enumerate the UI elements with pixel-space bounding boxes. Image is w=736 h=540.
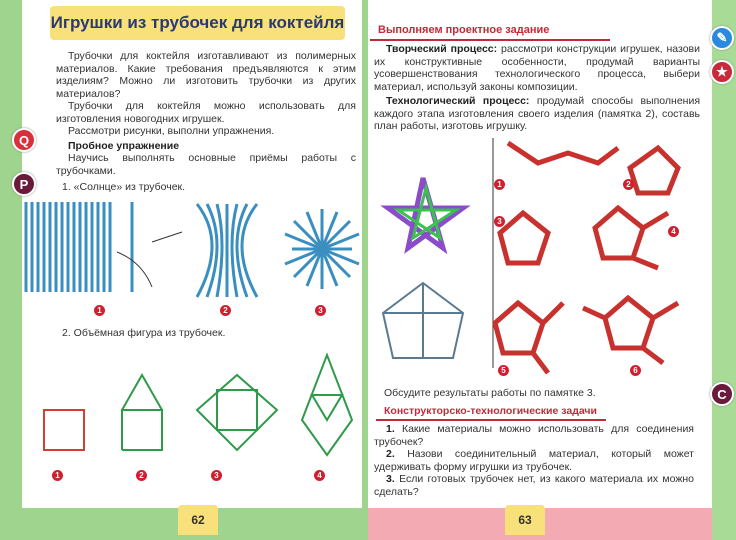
intro-paragraph-2: Трубочки для коктейля можно использовать для изготовления новогодних игрушек. (56, 100, 356, 125)
process-block (374, 43, 700, 133)
exercise-text: Научись выполнять основные приёмы работы с трубочками. (56, 152, 356, 177)
step-number: 3 (211, 470, 222, 481)
item-1-label: 1. «Солнце» из трубочек. (62, 181, 186, 193)
step-number: 5 (498, 365, 509, 376)
tech-label: Технологический процесс: (386, 95, 530, 107)
step-number: 2 (136, 470, 147, 481)
tasks-underline (376, 419, 606, 421)
c-icon[interactable]: C (710, 382, 734, 406)
tasks-heading: Конструкторско-технологические задачи (384, 405, 597, 417)
step-number: 2 (623, 179, 634, 190)
step-number: 3 (315, 305, 326, 316)
exercise-heading: Пробное упражнение (68, 139, 180, 152)
step-number: 1 (494, 179, 505, 190)
page-title: Игрушки из трубочек для коктейля (50, 6, 345, 40)
intro-block (56, 50, 356, 194)
creative-label: Творческий процесс: (386, 43, 498, 55)
creative-text: рассмотри конструкции игрушек, назови их конструктивные особенности, продумай варианты усовершенствования технологического процесса, выбери материал, используй законы композиции. (374, 43, 700, 93)
p-icon[interactable]: P (12, 172, 36, 196)
tech-paragraph (374, 95, 700, 133)
step-number: 2 (220, 305, 231, 316)
creative-paragraph (374, 43, 700, 93)
page-63 (368, 0, 712, 508)
pencil-icon[interactable]: ✎ (710, 26, 734, 50)
section-heading: Выполняем проектное задание (378, 24, 550, 36)
task-2: 2. Назови соединительный материал, который может удерживать форму игрушки из трубочек. (374, 448, 694, 473)
search-icon[interactable]: Q (12, 128, 36, 152)
toys-illustration (368, 138, 708, 378)
intro-paragraph-3: Рассмотри рисунки, выполни упражнения. (68, 125, 275, 137)
page-number-63: 63 (505, 505, 545, 535)
step-number: 1 (94, 305, 105, 316)
intro-paragraph-1: Трубочки для коктейля изготавливают из полимерных материалов. Какие требования предъявляются к этим изделиям? Можно ли изготовить трубочки из других материалов? (56, 50, 356, 100)
step-number: 4 (668, 226, 679, 237)
step-number: 6 (630, 365, 641, 376)
sun-illustration (22, 192, 362, 492)
step-number: 1 (52, 470, 63, 481)
heading-underline (370, 39, 610, 41)
tasks-list (374, 423, 694, 498)
task-3: 3. Если готовых трубочек нет, из какого материала их можно сделать? (374, 473, 694, 498)
page-number-62: 62 (178, 505, 218, 535)
step-number: 4 (314, 470, 325, 481)
discuss-text: Обсудите результаты работы по памятке 3. (384, 387, 596, 399)
item-2-label: 2. Объёмная фигура из трубочек. (62, 327, 226, 339)
task-1: 1. Какие материалы можно использовать для соединения трубочек? (374, 423, 694, 448)
star-icon[interactable]: ★ (710, 60, 734, 84)
step-number: 3 (494, 216, 505, 227)
page-62 (22, 0, 362, 508)
tech-text: продумай способы выполнения каждого этапа изготовления своего изделия (памятка 2), составь план работы, изготовь игрушку. (374, 95, 701, 132)
